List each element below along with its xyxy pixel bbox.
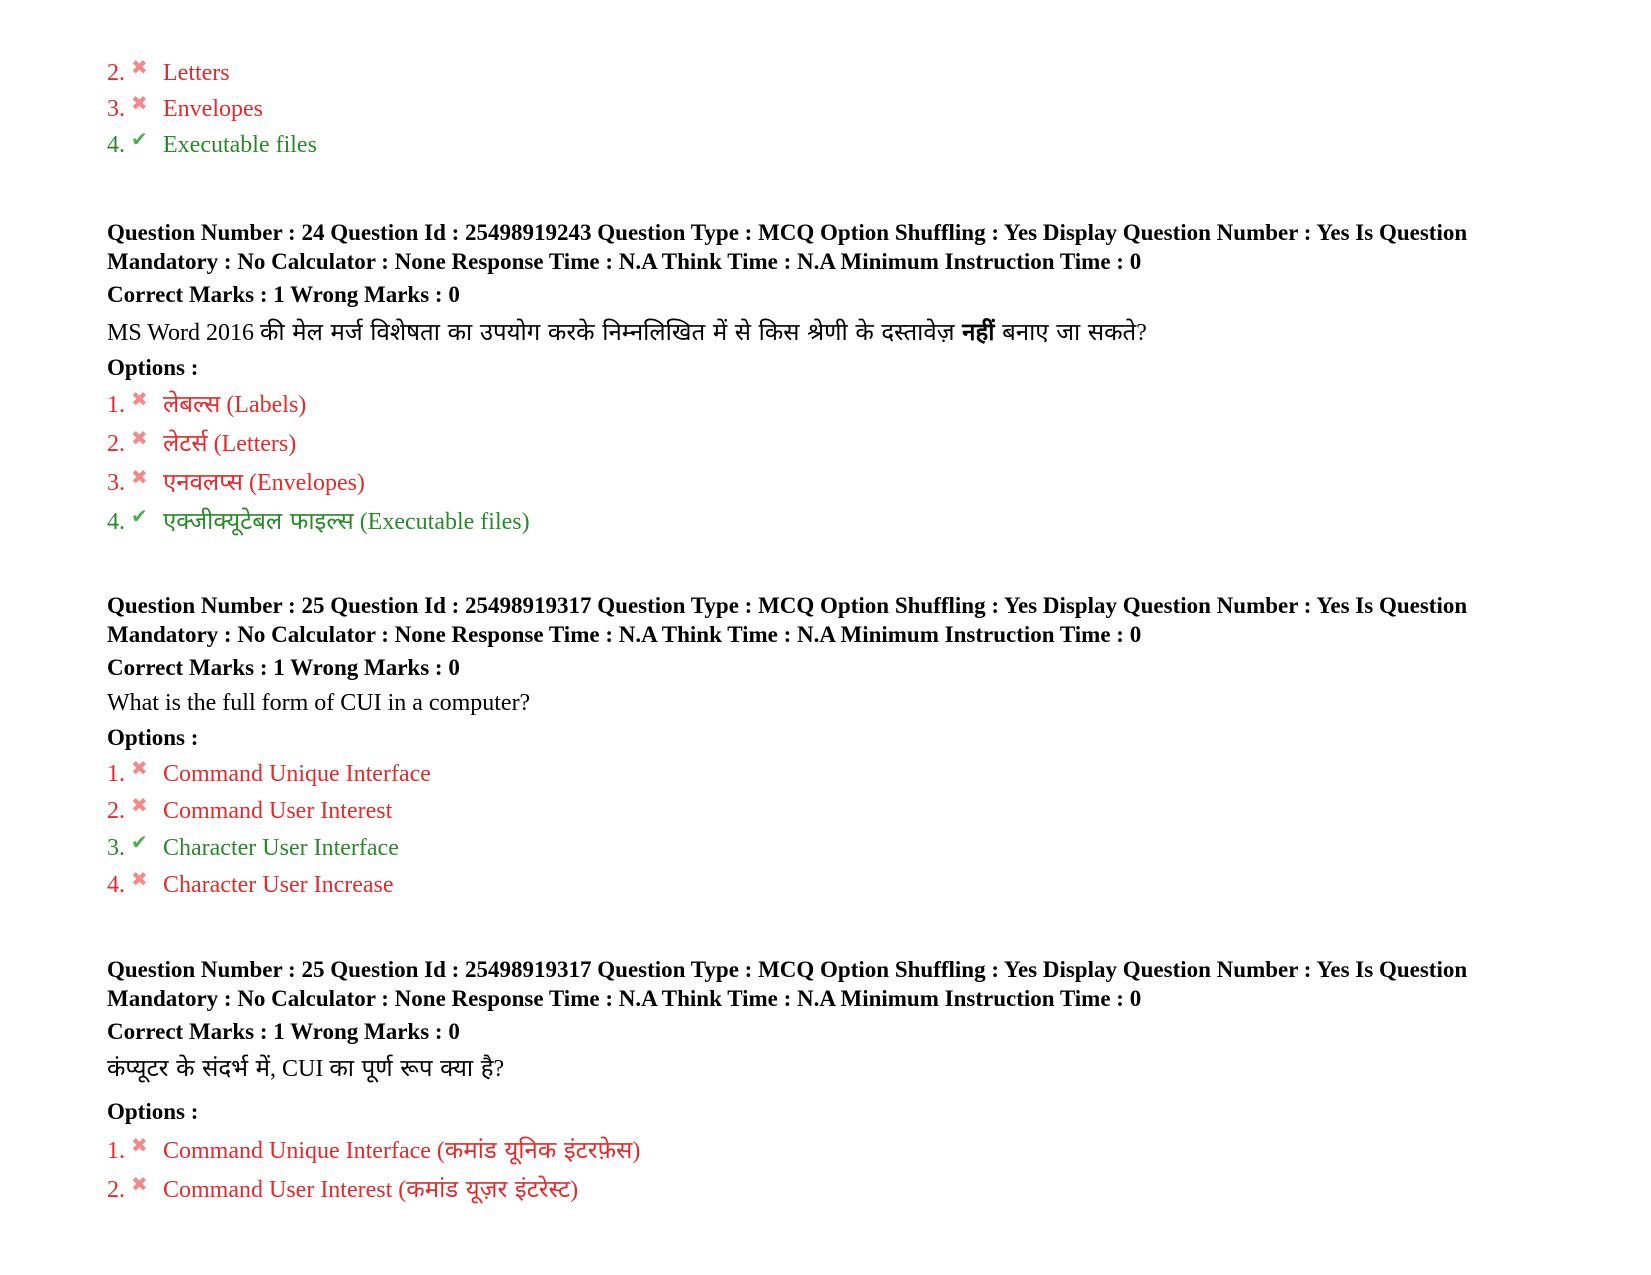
question-text-hi: कंप्यूटर के संदर्भ में <box>107 1054 270 1082</box>
option-text: Command User Interest <box>163 798 393 824</box>
option-text-en: (Executable files) <box>353 509 530 535</box>
option-text: Command Unique Interface <box>163 761 431 787</box>
question-mark: ? <box>1136 320 1147 346</box>
option-item <box>107 1135 640 1165</box>
option-text-en: (Letters) <box>207 431 297 457</box>
cross-icon: ✖ <box>131 55 148 79</box>
cross-icon: ✖ <box>131 91 148 115</box>
option-text-hi: लेबल्स <box>163 390 221 418</box>
option-text-hi: लेटर्स <box>163 429 208 457</box>
option-number: 1. <box>107 761 125 787</box>
option-item <box>107 867 394 900</box>
options-label: Options : <box>107 355 199 380</box>
option-text-close: ) <box>632 1138 641 1164</box>
question-meta: Question Number : 25 Question Id : 25498919317 Question Type : MCQ Option Shuffling : Yes Display Question Number : Yes Is Question Mandatory : No Calculator : None Response Time : N.A Think Time : N.A Minimum Instruction Time : 0 <box>107 957 1468 1011</box>
option-item <box>107 756 431 789</box>
question-marks: Correct Marks : 1 Wrong Marks : 0 <box>107 655 460 680</box>
question-text-hi-end: का पूर्ण रूप क्या है <box>329 1054 494 1082</box>
option-item <box>107 467 365 497</box>
option-item <box>107 1174 578 1204</box>
option-text: Character User Increase <box>163 872 394 898</box>
option-text-en: Command User Interest ( <box>163 1177 407 1203</box>
option-text-en: (Labels) <box>220 392 307 418</box>
question-text-en: , CUI <box>270 1056 330 1082</box>
cross-icon: ✖ <box>131 465 148 489</box>
option-number: 4. <box>107 872 125 898</box>
cross-icon: ✖ <box>131 1133 148 1157</box>
check-icon: ✔ <box>131 830 148 854</box>
option-text-hi: एनवलप्स <box>163 468 243 496</box>
options-label: Options : <box>107 1099 199 1124</box>
option-text: Letters <box>163 60 230 86</box>
question-text-en: MS Word 2016 <box>107 320 260 346</box>
question-marks: Correct Marks : 1 Wrong Marks : 0 <box>107 282 460 307</box>
question-text <box>107 316 1147 349</box>
option-text-hi: कमांड यूज़र इंटरेस्ट <box>406 1175 571 1203</box>
question-mark: ? <box>493 1056 505 1082</box>
option-item <box>107 127 317 160</box>
option-text-hi: एक्जीक्यूटेबल फाइल्स <box>163 507 354 535</box>
question-meta: Question Number : 25 Question Id : 25498919317 Question Type : MCQ Option Shuffling : Yes Display Question Number : Yes Is Question Mandatory : No Calculator : None Response Time : N.A Think Time : N.A Minimum Instruction Time : 0 <box>107 593 1468 647</box>
option-item <box>107 830 399 863</box>
option-item <box>107 91 263 124</box>
cross-icon: ✖ <box>131 426 148 450</box>
option-number: 2. <box>107 1177 125 1203</box>
option-text: Envelopes <box>163 96 263 122</box>
option-number: 1. <box>107 392 125 418</box>
option-item <box>107 793 393 826</box>
check-icon: ✔ <box>131 504 148 528</box>
option-item <box>107 428 296 458</box>
question-text-hi: की मेल मर्ज विशेषता का उपयोग करके निम्नलिखित में से किस श्रेणी के दस्तावेज़ <box>259 318 963 346</box>
option-text: Character User Interface <box>163 835 399 861</box>
option-item <box>107 389 306 419</box>
check-icon: ✔ <box>131 127 148 151</box>
cross-icon: ✖ <box>131 1172 148 1196</box>
options-label: Options : <box>107 725 199 750</box>
question-text-hi-end: बनाए जा सकते <box>994 318 1137 346</box>
option-number: 2. <box>107 431 125 457</box>
cross-icon: ✖ <box>131 387 148 411</box>
option-item <box>107 506 530 536</box>
option-number: 4. <box>107 132 125 158</box>
option-number: 1. <box>107 1138 125 1164</box>
cross-icon: ✖ <box>131 867 148 891</box>
question-text: What is the full form of CUI in a computer? <box>107 690 531 716</box>
option-item <box>107 55 230 88</box>
option-number: 3. <box>107 470 125 496</box>
cross-icon: ✖ <box>131 756 148 780</box>
option-number: 3. <box>107 96 125 122</box>
option-text-hi: कमांड यूनिक इंटरफ़ेस <box>444 1136 633 1164</box>
question-meta: Question Number : 24 Question Id : 25498919243 Question Type : MCQ Option Shuffling : Yes Display Question Number : Yes Is Question Mandatory : No Calculator : None Response Time : N.A Think Time : N.A Minimum Instruction Time : 0 <box>107 220 1468 274</box>
option-text: Executable files <box>163 132 317 158</box>
option-number: 2. <box>107 798 125 824</box>
option-number: 3. <box>107 835 125 861</box>
option-text-close: ) <box>570 1177 579 1203</box>
question-marks: Correct Marks : 1 Wrong Marks : 0 <box>107 1019 460 1044</box>
question-text-bold: नहीं <box>962 318 995 346</box>
option-text-en: Command Unique Interface ( <box>163 1138 445 1164</box>
option-number: 2. <box>107 60 125 86</box>
question-text <box>107 1052 504 1085</box>
cross-icon: ✖ <box>131 793 148 817</box>
option-text-en: (Envelopes) <box>242 470 365 496</box>
option-number: 4. <box>107 509 125 535</box>
